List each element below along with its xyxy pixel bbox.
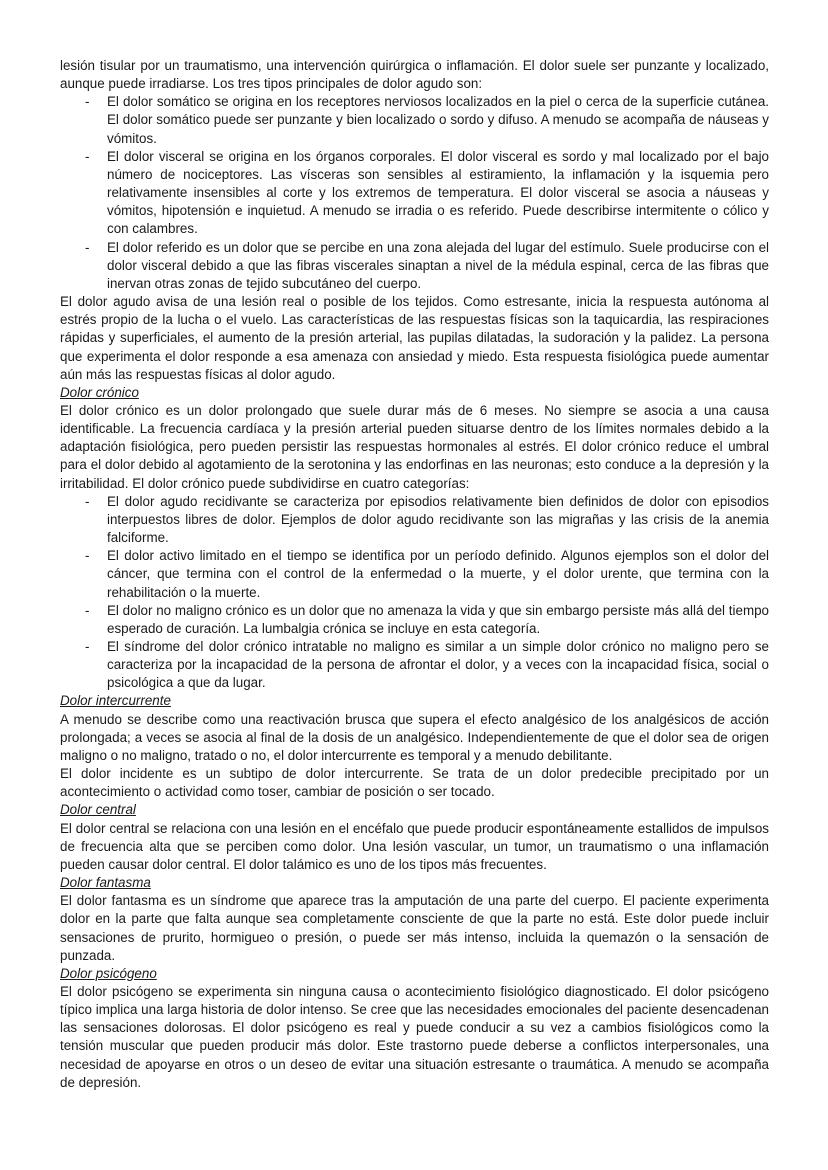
paragraph: El dolor crónico es un dolor prolongado que suele durar más de 6 meses. No siempre se asocia a una causa identificable. La frecuencia cardíaca y la presión arterial pueden situarse dentro de los límites normales debido a la adaptación fisiológica, pero pueden persistir las respuestas hormonales al estrés. El dolor crónico reduce el umbral para el dolor debido al agotamiento de la serotonina y las endorfinas en las neuronas; esto conduce a la depresión y la irritabilidad. El dolor crónico puede subdividirse en cuatro categorías: [60, 402, 769, 491]
section-heading: Dolor crónico [60, 384, 139, 400]
bullet-list [60, 493, 769, 693]
bullet-list [60, 93, 769, 293]
paragraph: El dolor fantasma es un síndrome que aparece tras la amputación de una parte del cuerpo. El paciente experimenta dolor en la parte que falta aunque sea completamente consciente de que la parte no está. Este dolor puede incluir sensaciones de prurito, hormigueo o presión, o puede ser más intenso, incluida la quemazón o la sensación de punzada. [60, 893, 769, 963]
list-item: - El dolor somático se origina en los receptores nerviosos localizados en la piel o cerca de la superficie cutánea. El dolor somático puede ser punzante y bien localizado o sordo y difuso. A menudo se acompaña de náuseas y vómitos. [107, 93, 769, 147]
paragraph: A menudo se describe como una reactivación brusca que supera el efecto analgésico de los analgésicos de acción prolongada; a veces se asocia al final de la dosis de un analgésico. Independientemente de que el dolor sea de origen maligno o no maligno, tratado o no, el dolor intercurrente es temporal y a menudo debilitante. [60, 711, 769, 763]
list-item: - El dolor no maligno crónico es un dolor que no amenaza la vida y que sin embargo persiste más allá del tiempo esperado de curación. La lumbalgia crónica se incluye en esta categoría. [107, 602, 769, 638]
section-heading: Dolor fantasma [60, 875, 151, 891]
paragraph: El dolor central se relaciona con una lesión en el encéfalo que puede producir espontáneamente estallidos de impulsos de frecuencia alta que se perciben como dolor. Una lesión vascular, un tumor, un traumatismo o una inflamación pueden causar dolor central. El dolor talámico es uno de los tipos más frecuentes. [60, 820, 769, 872]
list-item: - El dolor visceral se origina en los órganos corporales. El dolor visceral es sordo y mal localizado por el bajo número de nociceptores. Las vísceras son sensibles al estiramiento, la inflamación y la isquemia pero relativamente insensibles al corte y los extremos de temperatura. El dolor visceral se asocia a náuseas y vómitos, hipotensión e inquietud. A menudo se irradia o es referido. Puede describirse intermitente o cólico y con calambres. [107, 148, 769, 239]
section-dolor-agudo [60, 57, 769, 384]
paragraph: lesión tisular por un traumatismo, una intervención quirúrgica o inflamación. El dolor suele ser punzante y localizado, aunque puede irradiarse. Los tres tipos principales de dolor agudo son: [60, 58, 769, 92]
section-dolor-cronico [60, 384, 769, 693]
section-dolor-psicogeno [60, 965, 769, 1092]
section-heading: Dolor central [60, 802, 136, 818]
section-dolor-fantasma [60, 874, 769, 965]
list-item: - El dolor activo limitado en el tiempo se identifica por un período definido. Algunos ejemplos son el dolor del cáncer, que termina con el control de la enfermedad o la muerte, y el dolor urente, que termina con la rehabilitación o la muerte. [107, 547, 769, 601]
paragraph: El dolor agudo avisa de una lesión real o posible de los tejidos. Como estresante, inicia la respuesta autónoma al estrés propio de la lucha o el vuelo. Las características de las respuestas físicas son la taquicardia, las respiraciones rápidas y superficiales, el aumento de la presión arterial, las pupilas dilatadas, la sudoración y la palidez. La persona que experimenta el dolor responde a esa amenaza con ansiedad y miedo. Esta respuesta fisiológica puede aumentar aún más las respuestas físicas al dolor agudo. [60, 294, 769, 382]
section-heading: Dolor intercurrente [60, 693, 171, 709]
list-item: - El síndrome del dolor crónico intratable no maligno es similar a un simple dolor crónico no maligno pero se caracteriza por la incapacidad de la persona de afrontar el dolor, y a veces con la incapacidad física, social o psicológica a que da lugar. [107, 638, 769, 692]
section-dolor-central [60, 801, 769, 874]
paragraph: El dolor incidente es un subtipo de dolor intercurrente. Se trata de un dolor predecible precipitado por un acontecimiento o actividad como toser, cambiar de posición o ser tocado. [60, 766, 769, 800]
section-dolor-intercurrente [60, 692, 769, 801]
section-heading: Dolor psicógeno [60, 965, 157, 981]
list-item: - El dolor referido es un dolor que se percibe en una zona alejada del lugar del estímulo. Suele producirse con el dolor visceral debido a que las fibras viscerales sinaptan a nivel de la médula espinal, cerca de las fibras que inervan otras zonas de tejido subcutáneo del cuerpo. [107, 239, 769, 293]
paragraph: El dolor psicógeno se experimenta sin ninguna causa o acontecimiento fisiológico diagnosticado. El dolor psicógeno típico implica una larga historia de dolor intenso. Se cree que las necesidades emocionales del paciente desencadenan las sensaciones dolorosas. El dolor psicógeno es real y puede conducir a su vez a cambios fisiológicos como la tensión muscular que pueden producir más dolor. Este trastorno puede deberse a conflictos interpersonales, una necesidad de apoyarse en otros o un deseo de evitar una situación estresante o traumática. A menudo se acompaña de depresión. [60, 983, 769, 1090]
document-page [60, 57, 769, 1092]
list-item: - El dolor agudo recidivante se caracteriza por episodios relativamente bien definidos de dolor con episodios interpuestos libres de dolor. Ejemplos de dolor agudo recidivante son las migrañas y las crisis de la anemia falciforme. [107, 493, 769, 547]
